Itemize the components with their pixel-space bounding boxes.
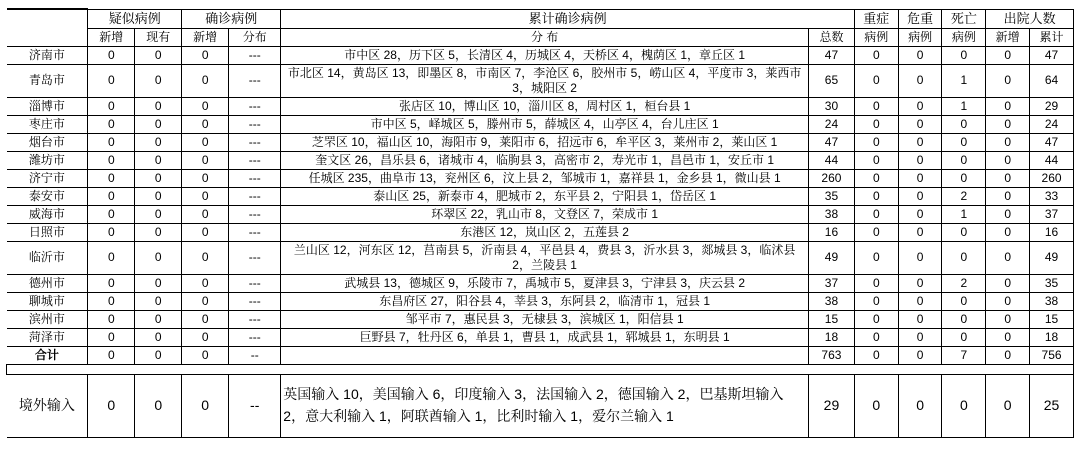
cell-cumulative-distribution: 张店区 10，博山区 10，淄川区 8，周村区 1，桓台县 1 bbox=[281, 97, 809, 115]
cell-cumulative-total: 38 bbox=[809, 205, 855, 223]
cell-death: 1 bbox=[942, 205, 986, 223]
row-region-name: 枣庄市 bbox=[7, 115, 88, 133]
cell-discharged-cumulative: 64 bbox=[1030, 64, 1074, 97]
cell-cumulative-distribution: 环翠区 22，乳山市 8，文登区 7，荣成市 1 bbox=[281, 205, 809, 223]
cell-death: 0 bbox=[942, 169, 986, 187]
table-row bbox=[7, 169, 1074, 187]
header-cumulative-distribution: 分 布 bbox=[281, 28, 809, 46]
header-sub-row bbox=[7, 28, 1074, 46]
cell-severe: 0 bbox=[854, 374, 898, 437]
cell-severe: 0 bbox=[854, 292, 898, 310]
cell-confirmed-new: 0 bbox=[182, 205, 229, 223]
cell-confirmed-distribution: --- bbox=[229, 187, 281, 205]
cell-discharged-new: 0 bbox=[986, 241, 1030, 274]
row-region-name: 临沂市 bbox=[7, 241, 88, 274]
cell-critical: 0 bbox=[898, 97, 942, 115]
row-region-name: 滨州市 bbox=[7, 310, 88, 328]
cell-suspected-new: 0 bbox=[88, 115, 135, 133]
cell-suspected-existing: 0 bbox=[135, 310, 182, 328]
cell-discharged-new: 0 bbox=[986, 97, 1030, 115]
cell-suspected-new: 0 bbox=[88, 274, 135, 292]
covid-statistics-table bbox=[6, 8, 1074, 438]
cell-confirmed-distribution: --- bbox=[229, 115, 281, 133]
cell-critical: 0 bbox=[898, 133, 942, 151]
cell-confirmed-new: 0 bbox=[182, 241, 229, 274]
cell-severe: 0 bbox=[854, 115, 898, 133]
header-discharged-cumulative: 累计 bbox=[1030, 28, 1074, 46]
cell-critical: 0 bbox=[898, 115, 942, 133]
cell-discharged-new: 0 bbox=[986, 64, 1030, 97]
cell-severe: 0 bbox=[854, 133, 898, 151]
cell-cumulative-total: 15 bbox=[809, 310, 855, 328]
row-region-name: 威海市 bbox=[7, 205, 88, 223]
cell-confirmed-new: 0 bbox=[182, 115, 229, 133]
row-region-name: 潍坊市 bbox=[7, 151, 88, 169]
header-severe-cases: 病例 bbox=[854, 28, 898, 46]
table-row bbox=[7, 115, 1074, 133]
cell-cumulative-total: 16 bbox=[809, 223, 855, 241]
cell-confirmed-distribution: --- bbox=[229, 310, 281, 328]
cell-discharged-cumulative: 18 bbox=[1030, 328, 1074, 346]
cell-severe: 0 bbox=[854, 223, 898, 241]
header-cumulative-confirmed: 累计确诊病例 bbox=[281, 9, 855, 28]
cell-discharged-new: 0 bbox=[986, 115, 1030, 133]
cell-cumulative-total: 763 bbox=[809, 346, 855, 364]
table-row bbox=[7, 374, 1074, 437]
cell-cumulative-distribution: 芝罘区 10，福山区 10，海阳市 9，莱阳市 6，招远市 6，牟平区 3，莱州市 2，莱山区 1 bbox=[281, 133, 809, 151]
row-region-name: 聊城市 bbox=[7, 292, 88, 310]
table-row bbox=[7, 187, 1074, 205]
cell-suspected-new: 0 bbox=[88, 292, 135, 310]
cell-suspected-new: 0 bbox=[88, 310, 135, 328]
cell-suspected-existing: 0 bbox=[135, 46, 182, 64]
table-row bbox=[7, 241, 1074, 274]
cell-confirmed-new: 0 bbox=[182, 133, 229, 151]
cell-death: 0 bbox=[942, 241, 986, 274]
cell-suspected-new: 0 bbox=[88, 346, 135, 364]
cell-cumulative-total: 18 bbox=[809, 328, 855, 346]
cell-cumulative-distribution: 市北区 14，黄岛区 13，即墨区 8，市南区 7，李沧区 6，胶州市 5，崂山区 4，平度市 3，莱西市 3，城阳区 2 bbox=[281, 64, 809, 97]
row-region-name: 泰安市 bbox=[7, 187, 88, 205]
cell-cumulative-distribution: 巨野县 7，牡丹区 6，单县 1，曹县 1，成武县 1，郓城县 1，东明县 1 bbox=[281, 328, 809, 346]
cell-discharged-cumulative: 260 bbox=[1030, 169, 1074, 187]
cell-confirmed-distribution: --- bbox=[229, 151, 281, 169]
cell-death: 0 bbox=[942, 223, 986, 241]
cell-cumulative-total: 49 bbox=[809, 241, 855, 274]
cell-confirmed-distribution: --- bbox=[229, 205, 281, 223]
cell-discharged-new: 0 bbox=[986, 374, 1030, 437]
table-row bbox=[7, 346, 1074, 364]
cell-cumulative-distribution: 泰山区 25，新泰市 4，肥城市 2，东平县 2，宁阳县 1，岱岳区 1 bbox=[281, 187, 809, 205]
cell-death: 2 bbox=[942, 274, 986, 292]
cell-discharged-new: 0 bbox=[986, 328, 1030, 346]
cell-critical: 0 bbox=[898, 205, 942, 223]
cell-cumulative-total: 30 bbox=[809, 97, 855, 115]
table-row bbox=[7, 292, 1074, 310]
cell-cumulative-distribution: 东港区 12，岚山区 2，五莲县 2 bbox=[281, 223, 809, 241]
cell-suspected-existing: 0 bbox=[135, 274, 182, 292]
table-row bbox=[7, 310, 1074, 328]
cell-suspected-new: 0 bbox=[88, 187, 135, 205]
cell-death: 7 bbox=[942, 346, 986, 364]
cell-severe: 0 bbox=[854, 169, 898, 187]
cell-death: 0 bbox=[942, 133, 986, 151]
cell-discharged-cumulative: 16 bbox=[1030, 223, 1074, 241]
cell-suspected-existing: 0 bbox=[135, 115, 182, 133]
cell-suspected-existing: 0 bbox=[135, 64, 182, 97]
cell-confirmed-new: 0 bbox=[182, 374, 229, 437]
cell-discharged-new: 0 bbox=[986, 346, 1030, 364]
cell-confirmed-new: 0 bbox=[182, 292, 229, 310]
cell-cumulative-distribution: 武城县 13，德城区 9，乐陵市 7，禹城市 5，夏津县 3，宁津县 3，庆云县 2 bbox=[281, 274, 809, 292]
cell-cumulative-distribution: 英国输入 10，美国输入 6，印度输入 3，法国输入 2，德国输入 2，巴基斯坦输入 2，意大利输入 1，阿联酋输入 1，比利时输入 1，爱尔兰输入 1 bbox=[281, 374, 809, 437]
header-cumulative-total: 总数 bbox=[809, 28, 855, 46]
cell-critical: 0 bbox=[898, 187, 942, 205]
cell-confirmed-distribution: --- bbox=[229, 292, 281, 310]
header-severe: 重症 bbox=[854, 9, 898, 28]
cell-suspected-new: 0 bbox=[88, 169, 135, 187]
cell-confirmed-new: 0 bbox=[182, 328, 229, 346]
cell-cumulative-distribution: 市中区 5，峄城区 5，滕州市 5，薛城区 4，山亭区 4，台儿庄区 1 bbox=[281, 115, 809, 133]
header-critical-cases: 病例 bbox=[898, 28, 942, 46]
cell-suspected-existing: 0 bbox=[135, 346, 182, 364]
cell-discharged-cumulative: 24 bbox=[1030, 115, 1074, 133]
row-region-name: 济宁市 bbox=[7, 169, 88, 187]
cell-critical: 0 bbox=[898, 346, 942, 364]
cell-cumulative-distribution: 奎文区 26，昌乐县 6，诸城市 4，临朐县 3，高密市 2，寿光市 1，昌邑市 1，安丘市 1 bbox=[281, 151, 809, 169]
cell-discharged-new: 0 bbox=[986, 151, 1030, 169]
table-row bbox=[7, 274, 1074, 292]
cell-suspected-new: 0 bbox=[88, 205, 135, 223]
header-critical: 危重 bbox=[898, 9, 942, 28]
cell-critical: 0 bbox=[898, 169, 942, 187]
cell-cumulative-distribution: 兰山区 12，河东区 12，莒南县 5，沂南县 4，平邑县 4，费县 3，沂水县 3，郯城县 3，临沭县 2，兰陵县 1 bbox=[281, 241, 809, 274]
cell-suspected-existing: 0 bbox=[135, 328, 182, 346]
cell-discharged-cumulative: 38 bbox=[1030, 292, 1074, 310]
cell-confirmed-distribution: -- bbox=[229, 374, 281, 437]
row-region-name: 菏泽市 bbox=[7, 328, 88, 346]
header-corner-blank bbox=[7, 9, 88, 46]
cell-discharged-cumulative: 35 bbox=[1030, 274, 1074, 292]
cell-discharged-cumulative: 15 bbox=[1030, 310, 1074, 328]
header-suspected-cases: 疑似病例 bbox=[88, 9, 182, 28]
cell-death: 1 bbox=[942, 64, 986, 97]
cell-critical: 0 bbox=[898, 151, 942, 169]
cell-suspected-new: 0 bbox=[88, 241, 135, 274]
cell-discharged-cumulative: 44 bbox=[1030, 151, 1074, 169]
cell-confirmed-distribution: --- bbox=[229, 274, 281, 292]
cell-confirmed-new: 0 bbox=[182, 46, 229, 64]
cell-severe: 0 bbox=[854, 64, 898, 97]
table-row bbox=[7, 151, 1074, 169]
cell-cumulative-total: 65 bbox=[809, 64, 855, 97]
cell-discharged-cumulative: 47 bbox=[1030, 133, 1074, 151]
cell-death: 0 bbox=[942, 328, 986, 346]
cell-cumulative-total: 47 bbox=[809, 46, 855, 64]
row-region-name: 合计 bbox=[7, 346, 88, 364]
header-confirmed-distribution: 分布 bbox=[229, 28, 281, 46]
cell-critical: 0 bbox=[898, 328, 942, 346]
cell-severe: 0 bbox=[854, 241, 898, 274]
cell-discharged-new: 0 bbox=[986, 169, 1030, 187]
table-spacer-row bbox=[7, 364, 1074, 374]
cell-confirmed-new: 0 bbox=[182, 223, 229, 241]
cell-discharged-new: 0 bbox=[986, 223, 1030, 241]
cell-confirmed-new: 0 bbox=[182, 310, 229, 328]
cell-discharged-cumulative: 49 bbox=[1030, 241, 1074, 274]
cell-suspected-existing: 0 bbox=[135, 241, 182, 274]
cell-severe: 0 bbox=[854, 97, 898, 115]
cell-confirmed-distribution: --- bbox=[229, 97, 281, 115]
cell-severe: 0 bbox=[854, 310, 898, 328]
cell-critical: 0 bbox=[898, 274, 942, 292]
cell-discharged-new: 0 bbox=[986, 133, 1030, 151]
cell-confirmed-distribution: --- bbox=[229, 328, 281, 346]
cell-cumulative-distribution: 市中区 28，历下区 5，长清区 4，历城区 4，天桥区 4，槐荫区 1，章丘区 1 bbox=[281, 46, 809, 64]
cell-critical: 0 bbox=[898, 310, 942, 328]
row-region-name: 日照市 bbox=[7, 223, 88, 241]
header-discharged: 出院人数 bbox=[986, 9, 1074, 28]
cell-suspected-existing: 0 bbox=[135, 187, 182, 205]
cell-suspected-new: 0 bbox=[88, 151, 135, 169]
header-confirmed-new: 新增 bbox=[182, 28, 229, 46]
header-group-row bbox=[7, 9, 1074, 28]
cell-suspected-new: 0 bbox=[88, 97, 135, 115]
cell-severe: 0 bbox=[854, 46, 898, 64]
cell-death: 1 bbox=[942, 97, 986, 115]
cell-severe: 0 bbox=[854, 346, 898, 364]
cell-death: 0 bbox=[942, 310, 986, 328]
cell-death: 2 bbox=[942, 187, 986, 205]
cell-confirmed-new: 0 bbox=[182, 97, 229, 115]
table-body bbox=[7, 46, 1074, 437]
cell-discharged-cumulative: 756 bbox=[1030, 346, 1074, 364]
cell-suspected-existing: 0 bbox=[135, 151, 182, 169]
cell-discharged-new: 0 bbox=[986, 205, 1030, 223]
cell-suspected-existing: 0 bbox=[135, 292, 182, 310]
cell-discharged-cumulative: 47 bbox=[1030, 46, 1074, 64]
header-death-cases: 病例 bbox=[942, 28, 986, 46]
cell-death: 0 bbox=[942, 151, 986, 169]
cell-suspected-existing: 0 bbox=[135, 223, 182, 241]
row-region-name: 德州市 bbox=[7, 274, 88, 292]
cell-suspected-existing: 0 bbox=[135, 97, 182, 115]
row-region-name: 青岛市 bbox=[7, 64, 88, 97]
cell-cumulative-total: 35 bbox=[809, 187, 855, 205]
cell-suspected-existing: 0 bbox=[135, 205, 182, 223]
cell-suspected-existing: 0 bbox=[135, 169, 182, 187]
cell-suspected-new: 0 bbox=[88, 223, 135, 241]
table-header bbox=[7, 9, 1074, 46]
row-region-name: 淄博市 bbox=[7, 97, 88, 115]
cell-suspected-existing: 0 bbox=[135, 374, 182, 437]
cell-discharged-new: 0 bbox=[986, 274, 1030, 292]
cell-death: 0 bbox=[942, 46, 986, 64]
cell-cumulative-total: 24 bbox=[809, 115, 855, 133]
header-confirmed-cases: 确诊病例 bbox=[182, 9, 281, 28]
table-row bbox=[7, 223, 1074, 241]
cell-severe: 0 bbox=[854, 187, 898, 205]
row-region-name: 烟台市 bbox=[7, 133, 88, 151]
cell-confirmed-new: 0 bbox=[182, 187, 229, 205]
cell-cumulative-total: 44 bbox=[809, 151, 855, 169]
cell-death: 0 bbox=[942, 292, 986, 310]
table-row bbox=[7, 133, 1074, 151]
cell-confirmed-distribution: --- bbox=[229, 241, 281, 274]
cell-cumulative-total: 38 bbox=[809, 292, 855, 310]
header-discharged-new: 新增 bbox=[986, 28, 1030, 46]
cell-confirmed-new: 0 bbox=[182, 64, 229, 97]
cell-confirmed-distribution: --- bbox=[229, 169, 281, 187]
cell-critical: 0 bbox=[898, 292, 942, 310]
cell-suspected-new: 0 bbox=[88, 374, 135, 437]
cell-cumulative-total: 47 bbox=[809, 133, 855, 151]
cell-confirmed-new: 0 bbox=[182, 151, 229, 169]
cell-discharged-new: 0 bbox=[986, 310, 1030, 328]
cell-critical: 0 bbox=[898, 64, 942, 97]
cell-confirmed-distribution: -- bbox=[229, 346, 281, 364]
cell-confirmed-new: 0 bbox=[182, 169, 229, 187]
row-region-name: 境外输入 bbox=[7, 374, 88, 437]
cell-severe: 0 bbox=[854, 328, 898, 346]
table-row bbox=[7, 97, 1074, 115]
cell-cumulative-total: 29 bbox=[809, 374, 855, 437]
cell-death: 0 bbox=[942, 374, 986, 437]
cell-suspected-new: 0 bbox=[88, 328, 135, 346]
header-suspected-existing: 现有 bbox=[135, 28, 182, 46]
cell-cumulative-distribution: 邹平市 7，惠民县 3，无棣县 3，滨城区 1，阳信县 1 bbox=[281, 310, 809, 328]
cell-discharged-cumulative: 33 bbox=[1030, 187, 1074, 205]
cell-death: 0 bbox=[942, 115, 986, 133]
cell-suspected-new: 0 bbox=[88, 133, 135, 151]
cell-suspected-new: 0 bbox=[88, 64, 135, 97]
cell-discharged-cumulative: 29 bbox=[1030, 97, 1074, 115]
cell-severe: 0 bbox=[854, 205, 898, 223]
cell-suspected-new: 0 bbox=[88, 46, 135, 64]
table-row bbox=[7, 64, 1074, 97]
cell-cumulative-total: 260 bbox=[809, 169, 855, 187]
cell-discharged-new: 0 bbox=[986, 292, 1030, 310]
cell-discharged-new: 0 bbox=[986, 46, 1030, 64]
cell-cumulative-distribution: 东昌府区 27，阳谷县 4，莘县 3，东阿县 2，临清市 1，冠县 1 bbox=[281, 292, 809, 310]
cell-discharged-cumulative: 25 bbox=[1030, 374, 1074, 437]
cell-severe: 0 bbox=[854, 151, 898, 169]
cell-critical: 0 bbox=[898, 241, 942, 274]
cell-cumulative-distribution bbox=[281, 346, 809, 364]
cell-cumulative-total: 37 bbox=[809, 274, 855, 292]
table-row bbox=[7, 205, 1074, 223]
cell-confirmed-distribution: --- bbox=[229, 64, 281, 97]
table-spacer-cell bbox=[7, 364, 1074, 374]
header-suspected-new: 新增 bbox=[88, 28, 135, 46]
cell-cumulative-distribution: 任城区 235，曲阜市 13，兖州区 6，汶上县 2，邹城市 1，嘉祥县 1，金乡县 1，微山县 1 bbox=[281, 169, 809, 187]
cell-critical: 0 bbox=[898, 374, 942, 437]
cell-confirmed-new: 0 bbox=[182, 346, 229, 364]
cell-suspected-existing: 0 bbox=[135, 133, 182, 151]
cell-severe: 0 bbox=[854, 274, 898, 292]
cell-confirmed-distribution: --- bbox=[229, 223, 281, 241]
cell-confirmed-distribution: --- bbox=[229, 46, 281, 64]
table-row bbox=[7, 328, 1074, 346]
header-death: 死亡 bbox=[942, 9, 986, 28]
cell-discharged-new: 0 bbox=[986, 187, 1030, 205]
cell-discharged-cumulative: 37 bbox=[1030, 205, 1074, 223]
cell-confirmed-distribution: --- bbox=[229, 133, 281, 151]
cell-critical: 0 bbox=[898, 223, 942, 241]
cell-critical: 0 bbox=[898, 46, 942, 64]
row-region-name: 济南市 bbox=[7, 46, 88, 64]
cell-confirmed-new: 0 bbox=[182, 274, 229, 292]
table-row bbox=[7, 46, 1074, 64]
